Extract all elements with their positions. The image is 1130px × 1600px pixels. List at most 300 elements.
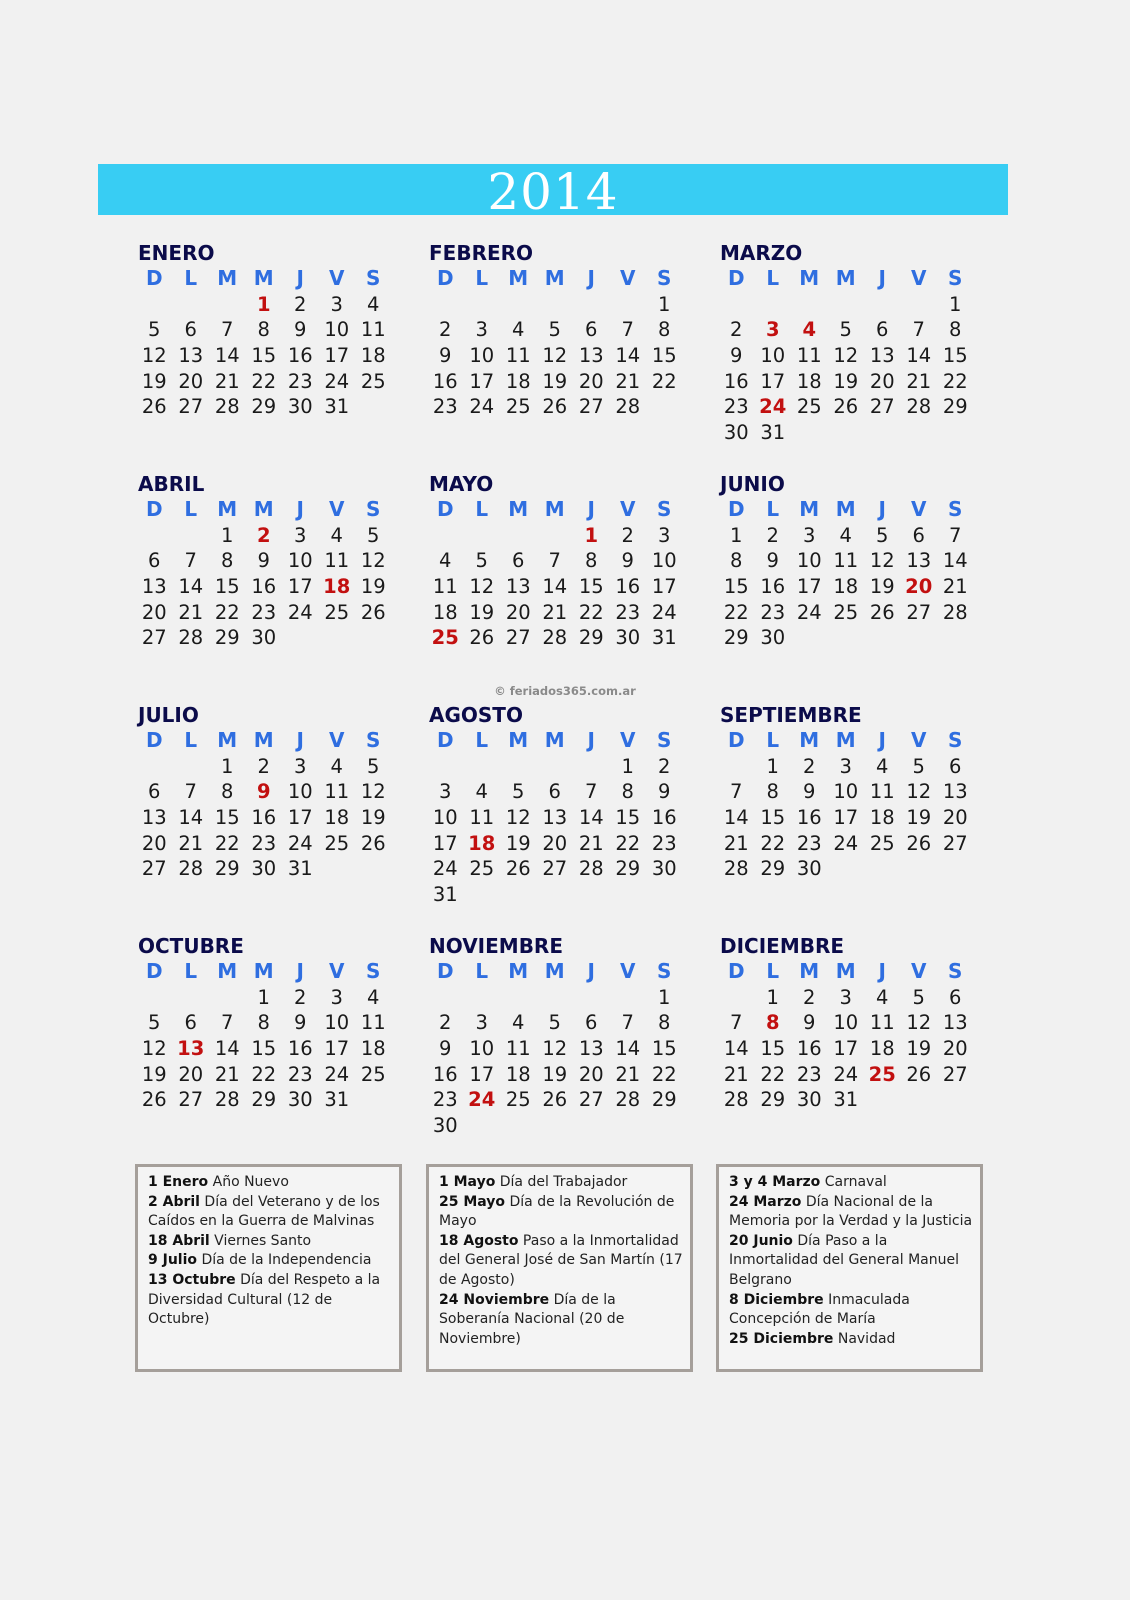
day: 29 <box>251 395 277 419</box>
day: 14 <box>615 344 641 368</box>
weekday-header: L <box>184 497 198 521</box>
day: 20 <box>869 369 895 393</box>
day: 25 <box>360 1062 386 1086</box>
day: 27 <box>869 395 895 419</box>
holiday-date: 2 Abril <box>148 1193 200 1210</box>
day: 30 <box>651 857 677 881</box>
empty-cell <box>173 754 210 780</box>
weekday-header: J <box>878 266 886 290</box>
holiday-notes-box <box>716 1164 983 1372</box>
day: 15 <box>651 1037 677 1061</box>
day: 3 <box>294 754 307 778</box>
day: 5 <box>912 985 925 1009</box>
day: 23 <box>796 831 822 855</box>
day: 11 <box>469 806 495 830</box>
day: 21 <box>906 369 932 393</box>
day: 25 <box>324 831 350 855</box>
day: 11 <box>324 549 350 573</box>
day: 12 <box>833 344 859 368</box>
day: 10 <box>287 549 313 573</box>
holiday-note <box>729 1291 974 1330</box>
day: 28 <box>723 857 749 881</box>
day: 15 <box>760 1037 786 1061</box>
day: 19 <box>906 1037 932 1061</box>
day: 31 <box>760 421 786 445</box>
day: 8 <box>221 549 234 573</box>
day: 15 <box>942 344 968 368</box>
day: 21 <box>615 1062 641 1086</box>
day: 21 <box>214 1062 240 1086</box>
weekday-header: S <box>366 266 381 290</box>
day: 14 <box>542 575 568 599</box>
day: 13 <box>141 806 167 830</box>
day: 6 <box>148 780 161 804</box>
weekday-header: M <box>217 728 238 752</box>
day: 19 <box>141 369 167 393</box>
day: 30 <box>796 857 822 881</box>
day: 6 <box>184 1011 197 1035</box>
day: 18 <box>796 369 822 393</box>
day: 12 <box>505 806 531 830</box>
day: 5 <box>512 780 525 804</box>
weekday-header: L <box>475 266 489 290</box>
day: 7 <box>621 318 634 342</box>
day: 2 <box>439 1011 452 1035</box>
day: 20 <box>141 600 167 624</box>
month-title: ENERO <box>138 241 215 265</box>
day: 13 <box>505 575 531 599</box>
month-title: JULIO <box>138 703 199 727</box>
day: 15 <box>578 575 604 599</box>
day: 17 <box>324 1037 350 1061</box>
weekday-header: J <box>587 959 595 983</box>
day: 3 <box>839 754 852 778</box>
holiday-date: 9 Julio <box>148 1252 198 1269</box>
day: 26 <box>141 1088 167 1112</box>
day: 4 <box>876 985 889 1009</box>
day: 18 <box>869 806 895 830</box>
day: 19 <box>141 1062 167 1086</box>
day: 10 <box>324 1011 350 1035</box>
day: 23 <box>760 600 786 624</box>
day: 26 <box>542 1088 568 1112</box>
holiday-note <box>148 1271 393 1330</box>
day: 9 <box>658 780 671 804</box>
day: 21 <box>723 831 749 855</box>
day: 19 <box>542 369 568 393</box>
day: 20 <box>942 806 968 830</box>
empty-cell <box>427 523 464 549</box>
weekday-header: M <box>508 497 529 521</box>
day: 7 <box>585 780 598 804</box>
weekday-header: D <box>436 959 454 983</box>
day: 18 <box>833 575 859 599</box>
day: 4 <box>439 549 452 573</box>
day: 23 <box>651 831 677 855</box>
day: 24 <box>833 831 859 855</box>
day: 12 <box>360 549 386 573</box>
day-grid <box>427 266 697 420</box>
day: 5 <box>475 549 488 573</box>
day: 18 <box>505 369 531 393</box>
day: 7 <box>912 318 925 342</box>
holiday-date: 1 Mayo <box>439 1174 496 1190</box>
day: 22 <box>615 831 641 855</box>
day: 18 <box>360 344 386 368</box>
holiday-note <box>148 1232 393 1252</box>
day: 31 <box>324 395 350 419</box>
day: 6 <box>148 549 161 573</box>
day: 24 <box>324 1062 350 1086</box>
holiday-description: Día del Trabajador <box>495 1174 628 1190</box>
day: 25 <box>324 600 350 624</box>
weekday-header: D <box>145 497 163 521</box>
day: 13 <box>869 344 895 368</box>
day-grid <box>718 266 988 446</box>
day: 6 <box>585 318 598 342</box>
weekday-header: D <box>145 959 163 983</box>
day: 20 <box>141 831 167 855</box>
day: 7 <box>730 1011 743 1035</box>
day: 24 <box>796 600 822 624</box>
day: 9 <box>294 318 307 342</box>
day: 23 <box>287 1062 313 1086</box>
day: 7 <box>730 780 743 804</box>
weekday-header: J <box>296 728 304 752</box>
day: 9 <box>257 549 270 573</box>
holiday-day: 25 <box>431 626 459 650</box>
day: 29 <box>942 395 968 419</box>
day: 12 <box>141 344 167 368</box>
month-title: MAYO <box>429 472 494 496</box>
day: 24 <box>833 1062 859 1086</box>
day: 19 <box>360 575 386 599</box>
holiday-note <box>148 1193 393 1232</box>
weekday-header: M <box>253 728 274 752</box>
day: 3 <box>294 523 307 547</box>
day: 22 <box>942 369 968 393</box>
day: 22 <box>760 1062 786 1086</box>
day: 27 <box>942 1062 968 1086</box>
day: 22 <box>651 369 677 393</box>
day: 7 <box>221 318 234 342</box>
month-title: FEBRERO <box>429 241 534 265</box>
day-grid <box>136 728 406 882</box>
day: 14 <box>578 806 604 830</box>
weekday-header: D <box>727 266 745 290</box>
day: 27 <box>141 626 167 650</box>
day: 28 <box>942 600 968 624</box>
day: 16 <box>723 369 749 393</box>
empty-cell <box>500 523 537 549</box>
day: 16 <box>251 575 277 599</box>
weekday-header: J <box>878 959 886 983</box>
day: 26 <box>542 395 568 419</box>
day: 23 <box>615 600 641 624</box>
day: 19 <box>505 831 531 855</box>
day: 30 <box>287 1088 313 1112</box>
weekday-header: S <box>948 266 963 290</box>
day: 27 <box>178 395 204 419</box>
empty-cell <box>209 292 246 318</box>
weekday-header: M <box>544 959 565 983</box>
day: 2 <box>294 292 307 316</box>
day: 10 <box>324 318 350 342</box>
day: 31 <box>287 857 313 881</box>
holiday-day: 2 <box>256 523 271 547</box>
day: 11 <box>324 780 350 804</box>
weekday-header: D <box>436 266 454 290</box>
weekday-header: V <box>911 728 927 752</box>
day: 29 <box>578 626 604 650</box>
holiday-day: 13 <box>177 1037 205 1061</box>
empty-cell <box>500 754 537 780</box>
day: 22 <box>251 369 277 393</box>
month-agosto <box>427 702 697 908</box>
holiday-note <box>148 1251 393 1271</box>
weekday-header: L <box>184 728 198 752</box>
month-mayo <box>427 471 697 651</box>
month-title: JUNIO <box>720 472 785 496</box>
day: 30 <box>615 626 641 650</box>
day: 11 <box>505 344 531 368</box>
day-grid <box>427 959 697 1139</box>
day: 22 <box>214 831 240 855</box>
day: 18 <box>869 1037 895 1061</box>
day: 2 <box>621 523 634 547</box>
day: 20 <box>178 1062 204 1086</box>
day: 4 <box>367 985 380 1009</box>
weekday-header: M <box>835 497 856 521</box>
holiday-day: 18 <box>323 575 351 599</box>
empty-cell <box>173 523 210 549</box>
day: 19 <box>360 806 386 830</box>
day: 20 <box>578 369 604 393</box>
day: 25 <box>505 395 531 419</box>
day: 17 <box>287 575 313 599</box>
holiday-day: 24 <box>759 395 787 419</box>
day: 25 <box>796 395 822 419</box>
day: 11 <box>869 1011 895 1035</box>
day: 5 <box>148 318 161 342</box>
empty-cell <box>791 292 828 318</box>
day: 8 <box>730 549 743 573</box>
day: 13 <box>578 1037 604 1061</box>
holiday-day: 18 <box>468 831 496 855</box>
day: 31 <box>651 626 677 650</box>
day: 30 <box>796 1088 822 1112</box>
day: 14 <box>906 344 932 368</box>
weekday-header: J <box>296 266 304 290</box>
empty-cell <box>136 292 173 318</box>
day: 26 <box>505 857 531 881</box>
weekday-header: V <box>329 959 345 983</box>
day: 6 <box>949 985 962 1009</box>
day: 26 <box>869 600 895 624</box>
day: 31 <box>432 883 458 907</box>
day: 9 <box>803 780 816 804</box>
day-grid <box>427 497 697 651</box>
day: 15 <box>651 344 677 368</box>
holiday-note <box>729 1173 974 1193</box>
day: 11 <box>505 1037 531 1061</box>
day: 16 <box>615 575 641 599</box>
day: 14 <box>178 806 204 830</box>
empty-cell <box>464 985 501 1011</box>
day: 22 <box>214 600 240 624</box>
weekday-header: L <box>766 266 780 290</box>
holiday-description: Viernes Santo <box>209 1232 312 1249</box>
watermark: © feriados365.com.ar <box>494 684 636 698</box>
day: 28 <box>214 1088 240 1112</box>
day: 16 <box>796 1037 822 1061</box>
day: 28 <box>723 1088 749 1112</box>
empty-cell <box>573 754 610 780</box>
weekday-header: J <box>587 728 595 752</box>
day: 1 <box>949 292 962 316</box>
holiday-day: 8 <box>765 1011 780 1035</box>
empty-cell <box>537 754 574 780</box>
empty-cell <box>427 985 464 1011</box>
day: 16 <box>432 1062 458 1086</box>
day: 1 <box>658 292 671 316</box>
holiday-description: Año Nuevo <box>208 1174 289 1190</box>
day: 25 <box>505 1088 531 1112</box>
weekday-header: J <box>296 959 304 983</box>
holiday-description: Día Nacional de la Memoria por la Verdad y la Justicia <box>729 1193 973 1230</box>
weekday-header: M <box>799 497 820 521</box>
empty-cell <box>537 523 574 549</box>
day: 11 <box>833 549 859 573</box>
day: 29 <box>615 857 641 881</box>
day-grid <box>427 728 697 908</box>
day: 27 <box>542 857 568 881</box>
day: 10 <box>833 780 859 804</box>
empty-cell <box>718 292 755 318</box>
holiday-notes-box <box>426 1164 693 1372</box>
day: 12 <box>906 780 932 804</box>
day: 20 <box>542 831 568 855</box>
day: 27 <box>178 1088 204 1112</box>
empty-cell <box>610 985 647 1011</box>
day: 22 <box>760 831 786 855</box>
day: 13 <box>942 1011 968 1035</box>
empty-cell <box>610 292 647 318</box>
day: 3 <box>330 985 343 1009</box>
weekday-header: M <box>835 959 856 983</box>
day: 10 <box>287 780 313 804</box>
weekday-header: M <box>217 266 238 290</box>
weekday-header: D <box>727 959 745 983</box>
day: 2 <box>766 523 779 547</box>
day: 13 <box>178 344 204 368</box>
day: 23 <box>287 369 313 393</box>
day: 1 <box>766 985 779 1009</box>
day: 19 <box>869 575 895 599</box>
day: 27 <box>141 857 167 881</box>
weekday-header: S <box>948 497 963 521</box>
holiday-day: 3 <box>765 318 780 342</box>
weekday-header: S <box>657 266 672 290</box>
weekday-header: V <box>329 266 345 290</box>
day: 11 <box>796 344 822 368</box>
day: 5 <box>548 1011 561 1035</box>
month-septiembre <box>718 702 988 882</box>
day: 23 <box>723 395 749 419</box>
weekday-header: J <box>878 728 886 752</box>
day: 30 <box>251 626 277 650</box>
holiday-date: 18 Abril <box>148 1232 210 1249</box>
month-title: OCTUBRE <box>138 934 244 958</box>
day: 6 <box>949 754 962 778</box>
weekday-header: J <box>587 266 595 290</box>
day: 24 <box>651 600 677 624</box>
day: 21 <box>723 1062 749 1086</box>
empty-cell <box>500 985 537 1011</box>
day: 28 <box>615 395 641 419</box>
weekday-header: M <box>508 266 529 290</box>
day: 9 <box>621 549 634 573</box>
day: 9 <box>766 549 779 573</box>
day: 4 <box>512 318 525 342</box>
day: 12 <box>542 1037 568 1061</box>
day: 12 <box>141 1037 167 1061</box>
holiday-day: 4 <box>802 318 817 342</box>
holiday-day: 1 <box>256 292 271 316</box>
day: 18 <box>432 600 458 624</box>
day: 21 <box>942 575 968 599</box>
day: 22 <box>578 600 604 624</box>
day: 23 <box>432 395 458 419</box>
day: 8 <box>949 318 962 342</box>
day: 29 <box>723 626 749 650</box>
weekday-header: M <box>253 266 274 290</box>
day-grid <box>718 959 988 1113</box>
weekday-header: V <box>620 728 636 752</box>
day: 7 <box>221 1011 234 1035</box>
holiday-date: 3 y 4 Marzo <box>729 1174 821 1190</box>
weekday-header: M <box>253 497 274 521</box>
day: 21 <box>178 600 204 624</box>
day: 2 <box>658 754 671 778</box>
day: 21 <box>542 600 568 624</box>
empty-cell <box>464 754 501 780</box>
day: 10 <box>833 1011 859 1035</box>
day: 19 <box>542 1062 568 1086</box>
day: 6 <box>585 1011 598 1035</box>
day: 15 <box>760 806 786 830</box>
weekday-header: S <box>657 959 672 983</box>
weekday-header: S <box>366 497 381 521</box>
day: 14 <box>723 1037 749 1061</box>
day: 3 <box>803 523 816 547</box>
holiday-description: Inmaculada Concepción de María <box>729 1291 910 1328</box>
day: 22 <box>251 1062 277 1086</box>
weekday-header: L <box>184 266 198 290</box>
day: 8 <box>658 318 671 342</box>
weekday-header: L <box>766 728 780 752</box>
holiday-date: 20 Junio <box>729 1232 793 1249</box>
day: 29 <box>760 857 786 881</box>
day: 8 <box>621 780 634 804</box>
day: 28 <box>178 857 204 881</box>
day: 1 <box>221 523 234 547</box>
day: 24 <box>287 831 313 855</box>
empty-cell <box>828 292 865 318</box>
month-diciembre <box>718 933 988 1113</box>
day: 15 <box>251 344 277 368</box>
weekday-header: S <box>657 728 672 752</box>
